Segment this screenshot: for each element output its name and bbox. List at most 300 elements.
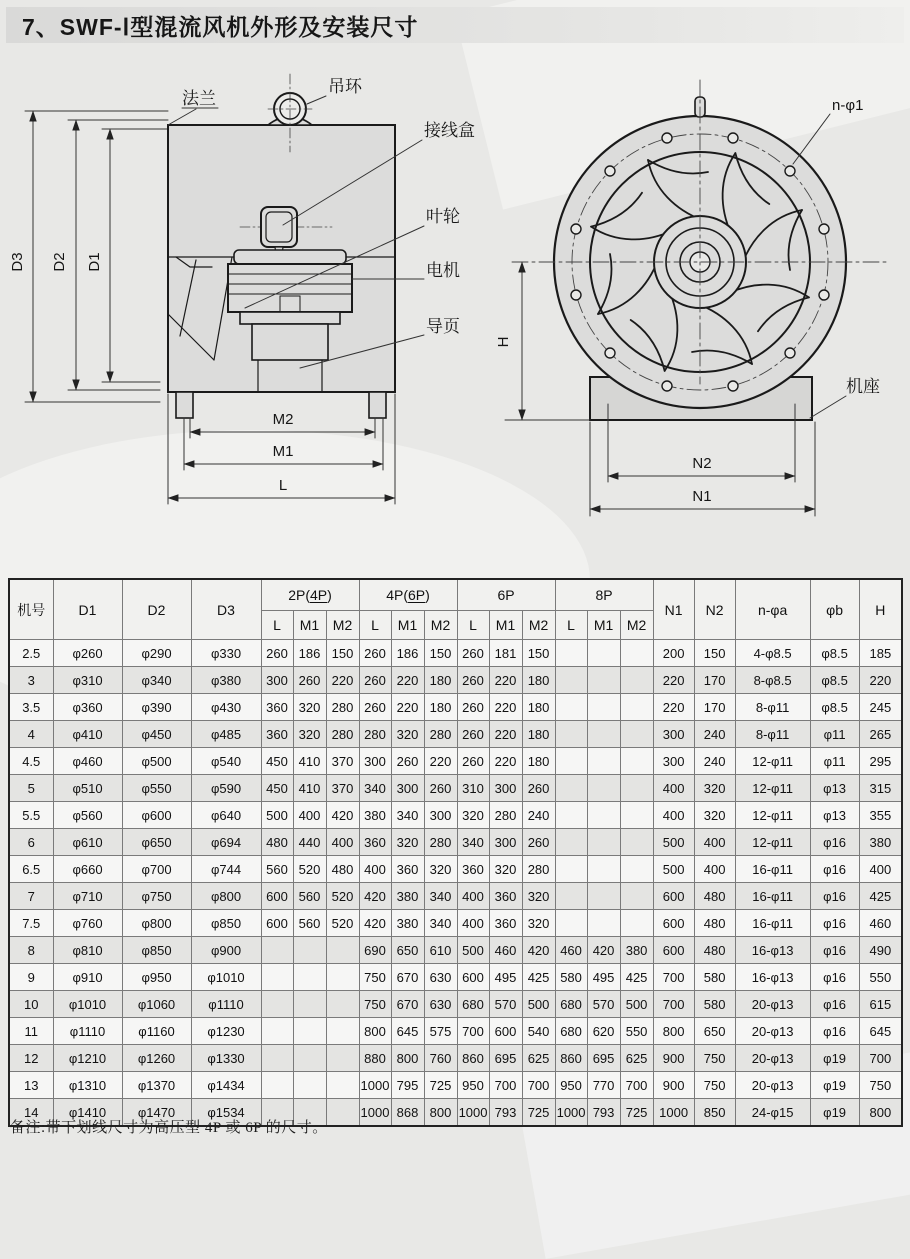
- table-cell: [620, 856, 653, 883]
- table-cell: φ19: [810, 1099, 859, 1127]
- table-cell: 500: [653, 856, 694, 883]
- table-cell: 680: [457, 991, 489, 1018]
- table-cell: 750: [694, 1072, 735, 1099]
- table-cell: [293, 1045, 326, 1072]
- table-cell: φ16: [810, 829, 859, 856]
- table-cell: [261, 1018, 293, 1045]
- table-cell: 220: [489, 748, 522, 775]
- table-cell: 4-φ8.5: [735, 640, 810, 667]
- table-cell: 750: [694, 1045, 735, 1072]
- table-cell: φ850: [122, 937, 191, 964]
- table-cell: 700: [653, 964, 694, 991]
- table-cell: 410: [293, 775, 326, 802]
- table-cell: 280: [522, 856, 555, 883]
- table-cell: 6: [9, 829, 53, 856]
- table-cell: 570: [489, 991, 522, 1018]
- table-cell: [620, 748, 653, 775]
- table-row: [9, 937, 902, 964]
- table-cell: φ810: [53, 937, 122, 964]
- table-cell: 24-φ15: [735, 1099, 810, 1127]
- table-cell: φ11: [810, 721, 859, 748]
- table-cell: φ16: [810, 883, 859, 910]
- table-cell: φ1160: [122, 1018, 191, 1045]
- table-cell: 630: [424, 964, 457, 991]
- table-cell: φ640: [191, 802, 261, 829]
- table-cell: φ1110: [191, 991, 261, 1018]
- table-cell: 240: [694, 721, 735, 748]
- group-label-underlined: 4P: [310, 587, 328, 603]
- table-cell: 4.5: [9, 748, 53, 775]
- table-cell: 260: [457, 640, 489, 667]
- table-cell: 280: [424, 829, 457, 856]
- table-cell: 425: [859, 883, 902, 910]
- table-cell: 690: [359, 937, 391, 964]
- table-cell: φ11: [810, 748, 859, 775]
- motor-support: [252, 324, 328, 360]
- table-cell: 860: [457, 1045, 489, 1072]
- label-guide-vane: 导页: [426, 317, 460, 336]
- table-cell: 310: [457, 775, 489, 802]
- table-cell: [620, 667, 653, 694]
- table-cell: φ744: [191, 856, 261, 883]
- table-cell: 12-φ11: [735, 748, 810, 775]
- table-cell: 1000: [653, 1099, 694, 1127]
- label-flange: 法兰: [182, 89, 216, 108]
- table-cell: 550: [859, 964, 902, 991]
- table-cell: φ16: [810, 856, 859, 883]
- table-cell: 320: [391, 721, 424, 748]
- table-cell: 600: [489, 1018, 522, 1045]
- table-cell: 220: [489, 694, 522, 721]
- table-cell: 8-φ11: [735, 721, 810, 748]
- table-cell: 400: [457, 883, 489, 910]
- table-cell: 560: [293, 883, 326, 910]
- table-cell: 380: [620, 937, 653, 964]
- table-cell: 7: [9, 883, 53, 910]
- table-cell: 320: [489, 856, 522, 883]
- table-cell: 700: [522, 1072, 555, 1099]
- table-cell: [620, 694, 653, 721]
- table-cell: 320: [522, 883, 555, 910]
- table-cell: φ650: [122, 829, 191, 856]
- table-cell: 550: [620, 1018, 653, 1045]
- table-cell: 260: [359, 694, 391, 721]
- table-cell: φ500: [122, 748, 191, 775]
- table-cell: 12: [9, 1045, 53, 1072]
- table-cell: 540: [522, 1018, 555, 1045]
- group-label-part: ): [425, 587, 430, 603]
- table-cell: [555, 856, 587, 883]
- table-cell: 180: [522, 667, 555, 694]
- table-cell: [555, 694, 587, 721]
- table-cell: φ8.5: [810, 640, 859, 667]
- table-cell: 180: [522, 721, 555, 748]
- table-cell: 220: [859, 667, 902, 694]
- table-cell: 900: [653, 1072, 694, 1099]
- table-cell: 725: [620, 1099, 653, 1127]
- table-cell: [587, 721, 620, 748]
- table-cell: [555, 883, 587, 910]
- table-cell: 800: [424, 1099, 457, 1127]
- table-cell: φ910: [53, 964, 122, 991]
- table-cell: 600: [653, 883, 694, 910]
- table-row: [9, 964, 902, 991]
- col-header-m1: M1: [489, 611, 522, 640]
- table-cell: φ19: [810, 1045, 859, 1072]
- table-cell: [261, 937, 293, 964]
- table-cell: φ8.5: [810, 667, 859, 694]
- dimension-line-d1: [102, 129, 168, 382]
- table-cell: 645: [859, 1018, 902, 1045]
- table-cell: [587, 775, 620, 802]
- dim-label-n1: N1: [692, 488, 712, 505]
- table-cell: 500: [261, 802, 293, 829]
- fan-foot: [176, 392, 193, 418]
- dim-label-m2: M2: [272, 411, 294, 428]
- table-cell: 150: [326, 640, 359, 667]
- table-cell: [555, 829, 587, 856]
- table-cell: 695: [587, 1045, 620, 1072]
- table-cell: 6.5: [9, 856, 53, 883]
- table-cell: φ950: [122, 964, 191, 991]
- table-cell: 5.5: [9, 802, 53, 829]
- table-cell: 12-φ11: [735, 802, 810, 829]
- table-row: [9, 748, 902, 775]
- table-cell: φ310: [53, 667, 122, 694]
- table-cell: 260: [522, 775, 555, 802]
- table-cell: 450: [261, 748, 293, 775]
- table-cell: φ850: [191, 910, 261, 937]
- table-cell: φ16: [810, 964, 859, 991]
- table-cell: 700: [457, 1018, 489, 1045]
- table-cell: 300: [489, 829, 522, 856]
- table-cell: 400: [359, 856, 391, 883]
- table-cell: 340: [424, 883, 457, 910]
- table-cell: 500: [457, 937, 489, 964]
- table-cell: 570: [587, 991, 620, 1018]
- table-cell: 360: [457, 856, 489, 883]
- table-cell: 950: [457, 1072, 489, 1099]
- table-cell: 575: [424, 1018, 457, 1045]
- table-cell: 600: [653, 910, 694, 937]
- group-label-part: 6P: [497, 587, 515, 603]
- table-cell: [261, 964, 293, 991]
- table-cell: 500: [620, 991, 653, 1018]
- table-cell: φ16: [810, 937, 859, 964]
- table-cell: 695: [489, 1045, 522, 1072]
- table-cell: 3.5: [9, 694, 53, 721]
- table-cell: 13: [9, 1072, 53, 1099]
- table-cell: φ800: [122, 910, 191, 937]
- table-cell: [620, 721, 653, 748]
- table-cell: φ1010: [53, 991, 122, 1018]
- table-cell: 320: [694, 775, 735, 802]
- table-cell: φ550: [122, 775, 191, 802]
- col-header-l: L: [555, 611, 587, 640]
- label-base: 机座: [846, 377, 880, 396]
- table-cell: φ485: [191, 721, 261, 748]
- table-cell: 600: [261, 883, 293, 910]
- table-cell: φ1210: [53, 1045, 122, 1072]
- table-cell: 450: [261, 775, 293, 802]
- table-cell: 650: [391, 937, 424, 964]
- table-cell: φ1260: [122, 1045, 191, 1072]
- table-cell: 220: [489, 721, 522, 748]
- table-cell: 793: [587, 1099, 620, 1127]
- dim-label-d1: D1: [86, 252, 103, 272]
- table-cell: φ560: [53, 802, 122, 829]
- table-cell: 400: [694, 829, 735, 856]
- table-cell: 320: [694, 802, 735, 829]
- table-cell: [555, 802, 587, 829]
- table-cell: 315: [859, 775, 902, 802]
- table-cell: 150: [424, 640, 457, 667]
- table-cell: 400: [457, 910, 489, 937]
- table-cell: 245: [859, 694, 902, 721]
- dim-label-m1: M1: [272, 443, 294, 460]
- table-cell: 10: [9, 991, 53, 1018]
- technical-drawing: [0, 52, 910, 576]
- table-cell: 480: [694, 937, 735, 964]
- table-cell: [587, 748, 620, 775]
- table-cell: 410: [293, 748, 326, 775]
- table-row: [9, 883, 902, 910]
- col-header-n1: N1: [653, 579, 694, 640]
- table-cell: 800: [653, 1018, 694, 1045]
- table-cell: φ700: [122, 856, 191, 883]
- table-cell: 180: [424, 694, 457, 721]
- table-cell: 280: [326, 694, 359, 721]
- col-header-m2: M2: [620, 611, 653, 640]
- table-row: [9, 775, 902, 802]
- table-row: [9, 667, 902, 694]
- group-label-part: 4P(: [386, 587, 409, 603]
- table-cell: 400: [859, 856, 902, 883]
- table-cell: 12-φ11: [735, 829, 810, 856]
- table-cell: φ1434: [191, 1072, 261, 1099]
- table-cell: [620, 640, 653, 667]
- table-cell: 500: [653, 829, 694, 856]
- table-cell: 380: [391, 883, 424, 910]
- table-cell: [293, 964, 326, 991]
- table-cell: 795: [391, 1072, 424, 1099]
- table-cell: 5: [9, 775, 53, 802]
- table-cell: 16-φ13: [735, 937, 810, 964]
- table-cell: 265: [859, 721, 902, 748]
- table-cell: 420: [359, 910, 391, 937]
- table-cell: 340: [424, 910, 457, 937]
- col-header-m1: M1: [587, 611, 620, 640]
- table-cell: 150: [522, 640, 555, 667]
- table-cell: 645: [391, 1018, 424, 1045]
- table-cell: [587, 883, 620, 910]
- label-impeller: 叶轮: [426, 207, 460, 226]
- table-cell: 300: [424, 802, 457, 829]
- table-cell: 868: [391, 1099, 424, 1127]
- table-cell: 260: [391, 748, 424, 775]
- table-cell: φ660: [53, 856, 122, 883]
- table-cell: [620, 775, 653, 802]
- table-cell: 9: [9, 964, 53, 991]
- table-cell: 186: [293, 640, 326, 667]
- table-cell: 760: [424, 1045, 457, 1072]
- table-cell: 260: [457, 721, 489, 748]
- table-cell: 16-φ11: [735, 883, 810, 910]
- table-cell: 610: [424, 937, 457, 964]
- col-header-n-phi-a: n-φa: [735, 579, 810, 640]
- table-cell: 480: [261, 829, 293, 856]
- table-body: [9, 640, 902, 1127]
- table-cell: φ16: [810, 1018, 859, 1045]
- table-row: [9, 1018, 902, 1045]
- table-cell: 380: [359, 802, 391, 829]
- table-cell: 370: [326, 775, 359, 802]
- col-header-h: H: [859, 579, 902, 640]
- col-header-l: L: [359, 611, 391, 640]
- table-cell: φ360: [53, 694, 122, 721]
- table-cell: 320: [522, 910, 555, 937]
- table-cell: 400: [326, 829, 359, 856]
- table-cell: 8-φ11: [735, 694, 810, 721]
- table-cell: φ610: [53, 829, 122, 856]
- col-header-d2: D2: [122, 579, 191, 640]
- table-cell: 180: [522, 748, 555, 775]
- table-cell: 300: [391, 775, 424, 802]
- table-cell: 380: [859, 829, 902, 856]
- table-cell: 620: [587, 1018, 620, 1045]
- table-cell: 340: [457, 829, 489, 856]
- table-cell: [587, 856, 620, 883]
- table-cell: 16-φ13: [735, 964, 810, 991]
- col-header-n2: N2: [694, 579, 735, 640]
- table-cell: 300: [653, 721, 694, 748]
- table-cell: 425: [522, 964, 555, 991]
- table-cell: 380: [391, 910, 424, 937]
- table-cell: 260: [522, 829, 555, 856]
- table-row: [9, 991, 902, 1018]
- col-header-l: L: [261, 611, 293, 640]
- table-cell: 260: [359, 640, 391, 667]
- table-cell: 560: [261, 856, 293, 883]
- table-cell: φ590: [191, 775, 261, 802]
- table-cell: 260: [457, 667, 489, 694]
- table-row: [9, 694, 902, 721]
- table-cell: 480: [694, 910, 735, 937]
- table-cell: 800: [391, 1045, 424, 1072]
- table-cell: φ1060: [122, 991, 191, 1018]
- table-cell: 16-φ11: [735, 856, 810, 883]
- col-header-phi-b: φb: [810, 579, 859, 640]
- table-cell: [587, 640, 620, 667]
- table-cell: 260: [457, 694, 489, 721]
- table-cell: 20-φ13: [735, 1072, 810, 1099]
- table-cell: 630: [424, 991, 457, 1018]
- table-cell: φ1330: [191, 1045, 261, 1072]
- table-cell: φ750: [122, 883, 191, 910]
- table-cell: 700: [653, 991, 694, 1018]
- table-cell: 490: [859, 937, 902, 964]
- col-header-l: L: [457, 611, 489, 640]
- table-cell: 20-φ13: [735, 1018, 810, 1045]
- table-cell: φ800: [191, 883, 261, 910]
- footnote: 备注:带下划线尺寸为高压型 4P 或 6P 的尺寸。: [10, 1120, 328, 1136]
- table-row: [9, 829, 902, 856]
- table-cell: φ450: [122, 721, 191, 748]
- table-cell: 16-φ11: [735, 910, 810, 937]
- dim-label-l: L: [278, 477, 288, 494]
- table-cell: φ330: [191, 640, 261, 667]
- table-cell: 850: [694, 1099, 735, 1127]
- dim-label-d2: D2: [51, 252, 68, 272]
- table-cell: 800: [859, 1099, 902, 1127]
- table-cell: 793: [489, 1099, 522, 1127]
- table-cell: 170: [694, 694, 735, 721]
- table-row: [9, 856, 902, 883]
- table-cell: 520: [293, 856, 326, 883]
- col-header-model: 机号: [9, 579, 53, 640]
- col-group-4p6p: [359, 579, 457, 611]
- table-cell: [326, 991, 359, 1018]
- table-cell: [587, 802, 620, 829]
- table-cell: 320: [391, 829, 424, 856]
- table-cell: 860: [555, 1045, 587, 1072]
- table-cell: 20-φ13: [735, 1045, 810, 1072]
- table-cell: 220: [391, 694, 424, 721]
- group-label-part: 2P(: [288, 587, 310, 603]
- table-cell: 725: [424, 1072, 457, 1099]
- table-cell: [587, 694, 620, 721]
- table-cell: 340: [391, 802, 424, 829]
- table-cell: [620, 802, 653, 829]
- table-cell: φ900: [191, 937, 261, 964]
- col-header-m1: M1: [293, 611, 326, 640]
- label-bolt-holes: n-φ1: [832, 97, 864, 114]
- table-cell: φ340: [122, 667, 191, 694]
- table-cell: φ1410: [53, 1099, 122, 1127]
- table-cell: [555, 640, 587, 667]
- dim-label-n2: N2: [692, 455, 712, 472]
- table-cell: [555, 910, 587, 937]
- label-junction-box: 接线盒: [424, 121, 475, 140]
- table-cell: 180: [424, 667, 457, 694]
- table-cell: 260: [293, 667, 326, 694]
- table-cell: 400: [653, 802, 694, 829]
- col-header-m1: M1: [391, 611, 424, 640]
- table-cell: 220: [489, 667, 522, 694]
- table-cell: φ13: [810, 802, 859, 829]
- table-cell: 8-φ8.5: [735, 667, 810, 694]
- table-cell: 320: [457, 802, 489, 829]
- side-view-figure: [9, 74, 475, 504]
- table-cell: 260: [457, 748, 489, 775]
- table-cell: 800: [359, 1018, 391, 1045]
- table-cell: 880: [359, 1045, 391, 1072]
- label-lifting-ring: 吊环: [328, 77, 362, 96]
- dim-label-d3: D3: [9, 252, 26, 272]
- table-cell: [261, 991, 293, 1018]
- table-cell: 12-φ11: [735, 775, 810, 802]
- table-cell: φ1470: [122, 1099, 191, 1127]
- table-row: [9, 802, 902, 829]
- table-cell: φ390: [122, 694, 191, 721]
- table-cell: φ8.5: [810, 694, 859, 721]
- table-cell: 625: [522, 1045, 555, 1072]
- table-cell: [555, 721, 587, 748]
- table-cell: 360: [261, 721, 293, 748]
- table-cell: 360: [261, 694, 293, 721]
- table-cell: φ1310: [53, 1072, 122, 1099]
- table-cell: 460: [489, 937, 522, 964]
